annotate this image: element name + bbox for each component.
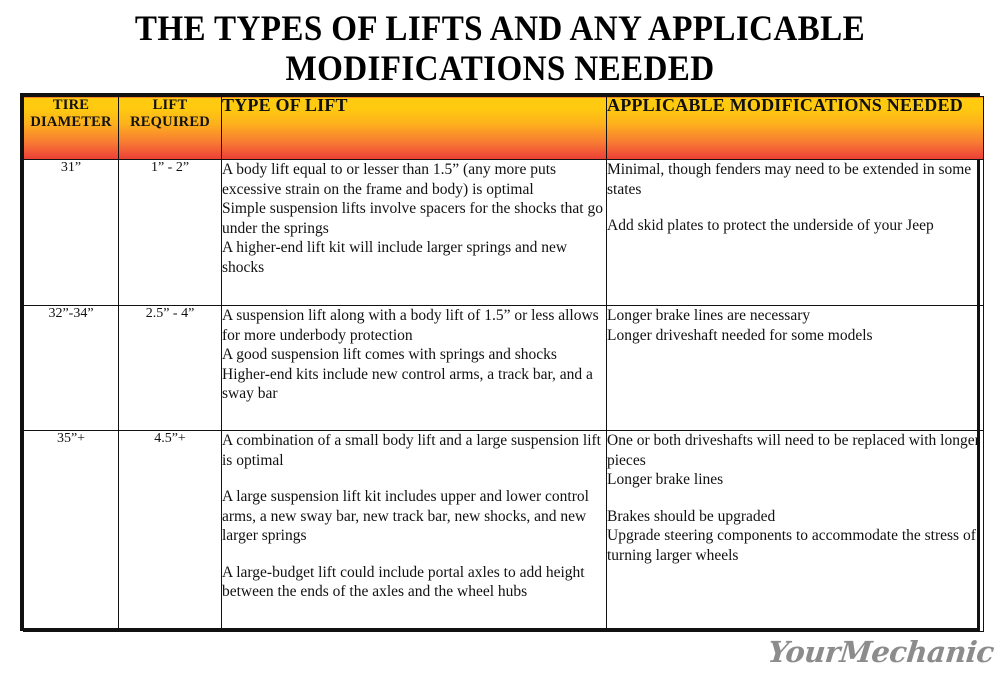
column-header-tire-diameter	[24, 97, 119, 160]
cell-applicable-modifications	[607, 431, 984, 632]
type-of-lift-item: A large-budget lift could include portal axles to add height between the ends of the axles and the wheel hubs	[222, 563, 585, 600]
table-header	[24, 97, 984, 160]
cell-tire-diameter: 35”+	[24, 431, 119, 632]
type-of-lift-item: A good suspension lift comes with springs and shocks	[222, 346, 557, 363]
table-row	[24, 306, 984, 431]
cell-applicable-modifications	[607, 306, 984, 431]
column-header-tire-diameter-line1: TIRE	[52, 97, 90, 113]
modification-item: Brakes should be upgraded	[607, 507, 776, 525]
type-of-lift-item: A body lift equal to or lesser than 1.5” (any more puts excessive strain on the frame and body) is optimal	[222, 161, 557, 198]
page-title	[0, 8, 1000, 88]
modification-item: One or both driveshafts will need to be replaced with longer pieces	[607, 432, 980, 469]
modification-item: Longer driveshaft needed for some models	[607, 326, 873, 344]
column-header-type-of-lift: TYPE OF LIFT	[222, 97, 607, 160]
column-header-lift-required-line1: LIFT	[152, 97, 188, 113]
cell-type-of-lift	[222, 431, 607, 632]
cell-tire-diameter: 31”	[24, 160, 119, 306]
modification-item: Longer brake lines are necessary	[607, 307, 811, 324]
yourmechanic-logo: YourMechanic	[766, 635, 996, 669]
lift-types-table-container	[20, 93, 980, 631]
cell-applicable-modifications	[607, 160, 984, 306]
cell-tire-diameter: 32”-34”	[24, 306, 119, 431]
table-row	[24, 160, 984, 306]
column-header-lift-required	[119, 97, 222, 160]
type-of-lift-item: A combination of a small body lift and a large suspension lift is optimal	[222, 432, 601, 469]
type-of-lift-item: A suspension lift along with a body lift of 1.5” or less allows for more underbody protection	[222, 307, 599, 344]
modification-item: Add skid plates to protect the underside of your Jeep	[607, 217, 934, 234]
column-header-tire-diameter-line2: DIAMETER	[30, 114, 112, 130]
cell-lift-required: 2.5” - 4”	[119, 306, 222, 431]
page-title-line-1: THE TYPES OF LIFTS AND ANY APPLICABLE	[134, 8, 866, 48]
type-of-lift-item: Simple suspension lifts involve spacers for the shocks that go under the springs	[222, 200, 603, 237]
column-header-applicable-modifications: APPLICABLE MODIFICATIONS NEEDED	[607, 97, 984, 160]
modification-item: Upgrade steering components to accommodate the stress of turning larger wheels	[607, 527, 976, 564]
page-title-line-2: MODIFICATIONS NEEDED	[285, 48, 715, 88]
modification-item: Minimal, though fenders may need to be extended in some states	[607, 161, 972, 198]
modification-item: Longer brake lines	[607, 471, 724, 488]
lift-types-table	[23, 96, 984, 632]
cell-lift-required: 4.5”+	[119, 431, 222, 632]
cell-type-of-lift	[222, 160, 607, 306]
cell-lift-required: 1” - 2”	[119, 160, 222, 306]
table-row	[24, 431, 984, 632]
table-body	[24, 160, 984, 632]
cell-type-of-lift	[222, 306, 607, 431]
type-of-lift-item: Higher-end kits include new control arms, a track bar, and a sway bar	[222, 365, 593, 402]
type-of-lift-item: A higher-end lift kit will include larger springs and new shocks	[222, 239, 568, 276]
type-of-lift-item: A large suspension lift kit includes upper and lower control arms, a new sway bar, new track bar, new shocks, and new larger springs	[222, 488, 589, 544]
column-header-lift-required-line2: REQUIRED	[130, 114, 210, 130]
table-header-row	[24, 97, 984, 160]
